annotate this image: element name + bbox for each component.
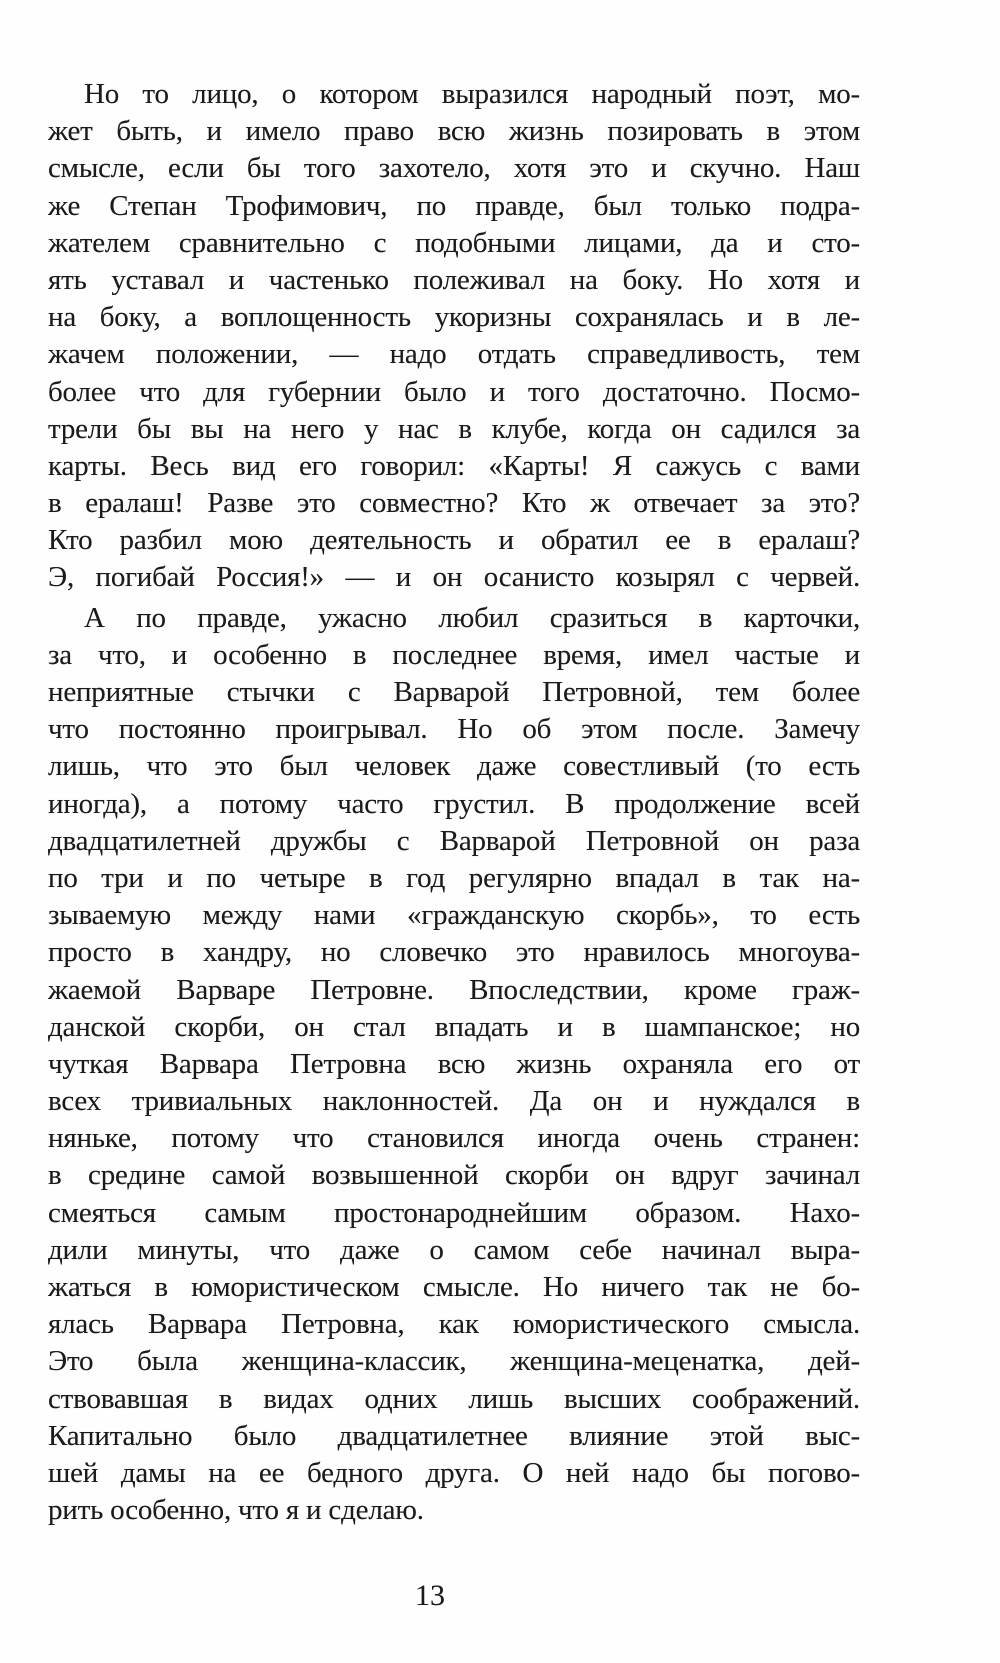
paragraph-2 — [48, 600, 860, 1530]
text-line: шей дамы на ее бедного друга. О ней надо бы погово- — [48, 1456, 860, 1489]
text-line: ялась Варвара Петровна, как юмористического смысла. — [48, 1308, 860, 1341]
text-line: няньке, потому что становился иногда очень странен: — [48, 1122, 860, 1155]
text-line: Капитально было двадцатилетнее влияние этой выс- — [48, 1419, 860, 1452]
text-line: всех тривиальных наклонностей. Да он и нуждался в — [48, 1085, 860, 1118]
text-line: Но то лицо, о котором выразился народный поэт, мо- — [84, 78, 860, 110]
text-line: жет быть, и имело право всю жизнь позировать в этом — [48, 115, 860, 148]
text-line: чуткая Варвара Петровна всю жизнь охраняла его от — [48, 1047, 860, 1080]
text-line: же Степан Трофимович, по правде, был только подра- — [48, 189, 860, 222]
text-line: ять уставал и частенько полеживал на боку. Но хотя и — [48, 263, 860, 296]
text-line: что постоянно проигрывал. Но об этом после. Замечу — [48, 713, 860, 746]
text-line: иногда), а потому часто грустил. В продолжение всей — [48, 787, 860, 820]
text-line: в ералаш! Разве это совместно? Кто ж отвечает за это? — [48, 487, 860, 520]
text-line: данской скорби, он стал впадать и в шампанское; но — [48, 1010, 860, 1043]
text-line: лишь, что это был человек даже совестливый (то есть — [48, 750, 860, 783]
text-line: за что, и особенно в последнее время, имел частые и — [48, 638, 860, 671]
text-line: жачем положении, — надо отдать справедливость, тем — [48, 338, 860, 371]
text-line: неприятные стычки с Варварой Петровной, тем более — [48, 676, 860, 708]
text-line: жаемой Варваре Петровне. Впоследствии, кроме граж- — [48, 973, 860, 1006]
text-line: двадцатилетней дружбы с Варварой Петровной он раза — [48, 824, 860, 857]
text-line: Э, погибай Россия!» — и он осанисто козырял с червей. — [48, 561, 860, 594]
text-line: просто в хандру, но словечко это нравилось многоува- — [48, 936, 860, 969]
page-number: 13 — [415, 1579, 445, 1612]
text-block — [48, 76, 860, 1529]
text-line: смысле, если бы того захотело, хотя это и скучно. Наш — [48, 152, 860, 185]
text-line: Это была женщина-классик, женщина-меценатка, дей- — [48, 1345, 860, 1378]
text-line: жателем сравнительно с подобными лицами, да и сто- — [48, 226, 860, 259]
text-line: ствовавшая в видах одних лишь высших соображений. — [48, 1382, 860, 1415]
text-line: рить особенно, что я и сделаю. — [48, 1494, 424, 1527]
text-line: трели бы вы на него у нас в клубе, когда он садился за — [48, 412, 860, 445]
text-line: Кто разбил мою деятельность и обратил ее в ералаш? — [48, 524, 860, 557]
paragraph-1 — [48, 76, 860, 597]
text-line: в средине самой возвышенной скорби он вдруг зачинал — [48, 1159, 860, 1192]
text-line: жаться в юмористическом смысле. Но ничего так не бо- — [48, 1271, 860, 1303]
text-line: дили минуты, что даже о самом себе начинал выра- — [48, 1233, 860, 1266]
text-line: по три и по четыре в год регулярно впадал в так на- — [48, 861, 860, 894]
text-line: более что для губернии было и того достаточно. Посмо- — [48, 375, 860, 408]
text-line: карты. Весь вид его говорил: «Карты! Я сажусь с вами — [48, 449, 860, 482]
text-line: на боку, а воплощенность укоризны сохранялась и в ле- — [48, 301, 860, 334]
text-line: смеяться самым простонароднейшим образом. Нахо- — [48, 1196, 860, 1229]
text-line: зываемую между нами «гражданскую скорбь», то есть — [48, 899, 860, 932]
text-line: А по правде, ужасно любил сразиться в карточки, — [84, 601, 860, 634]
